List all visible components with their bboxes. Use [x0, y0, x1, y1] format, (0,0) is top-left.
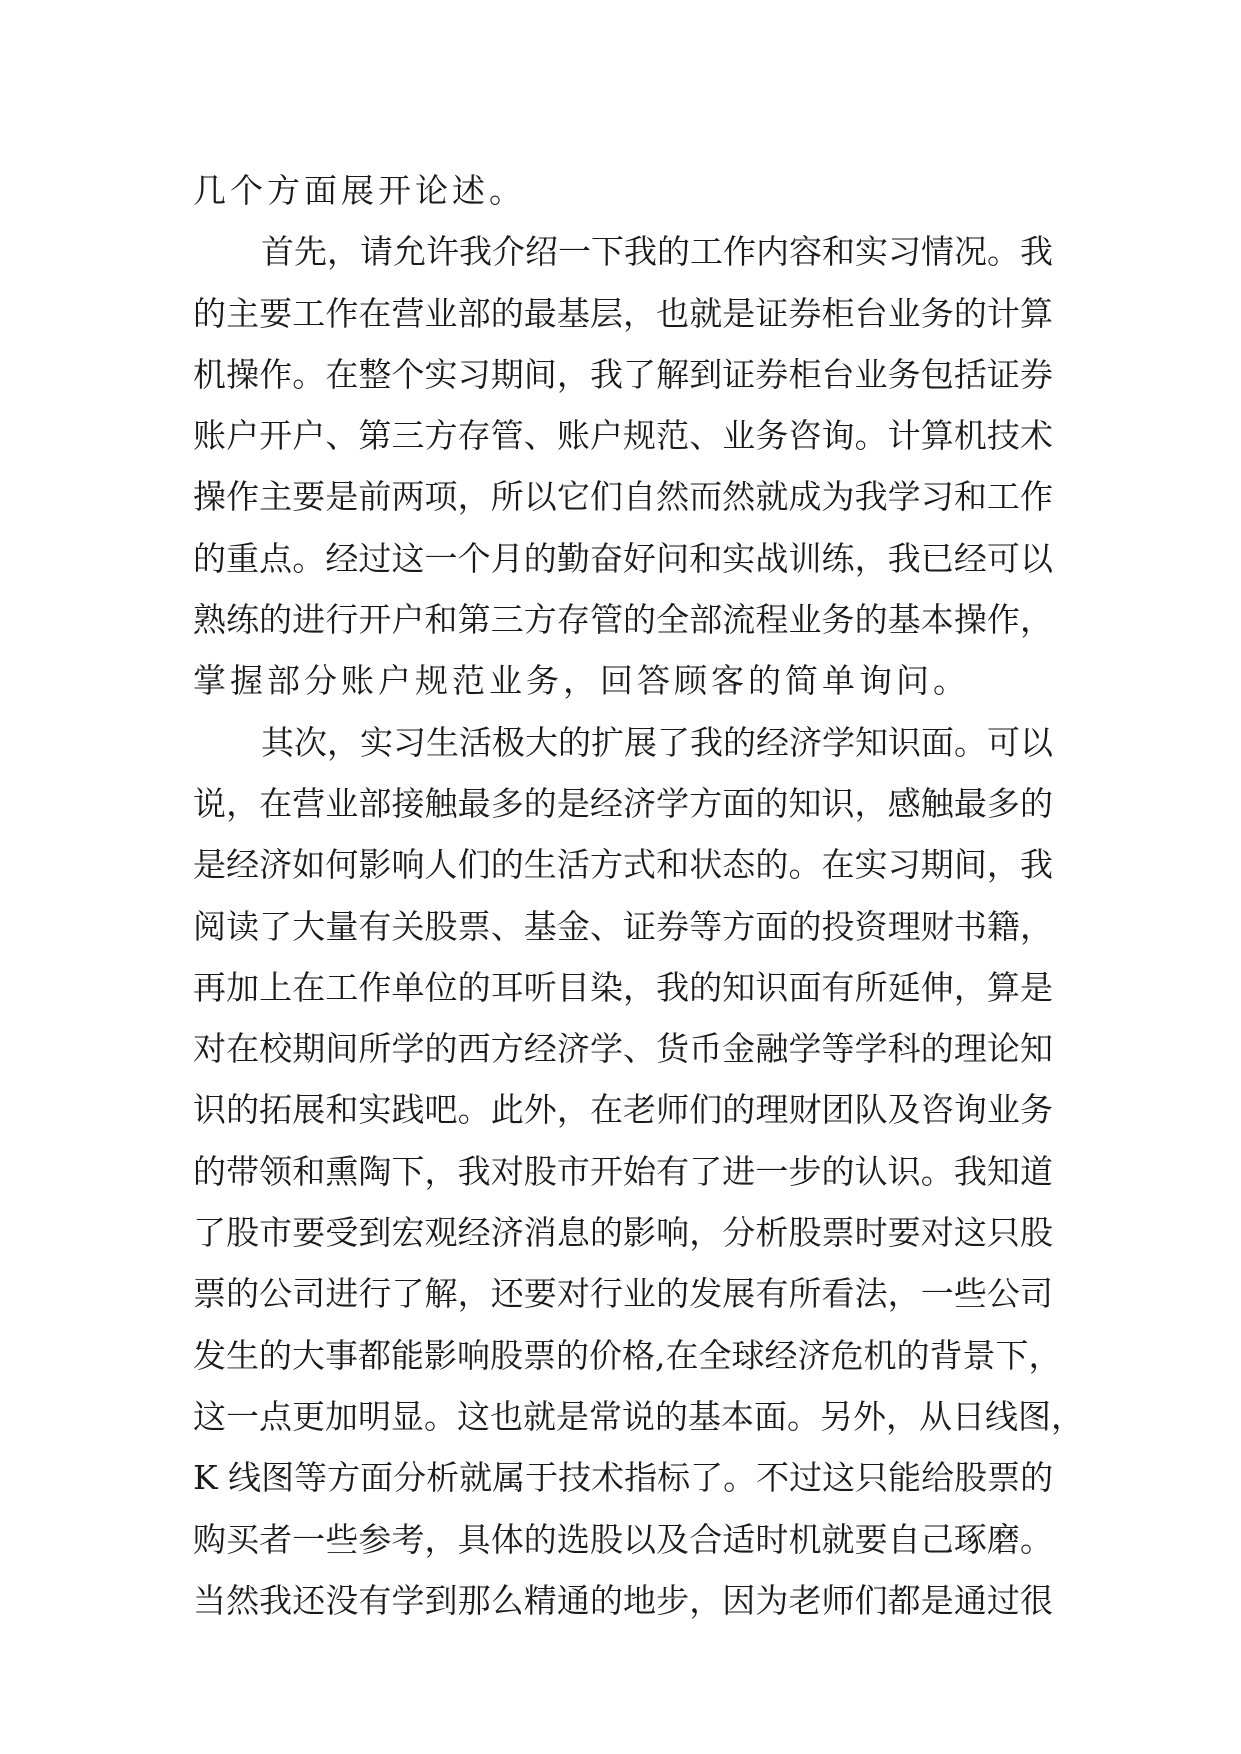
- text-line: 对在校期间所学的西方经济学、货币金融学等学科的理论知: [193, 1029, 1053, 1069]
- text-line: 熟练的进行开户和第三方存管的全部流程业务的基本操作，: [193, 600, 1053, 640]
- text-line: 这一点更加明显。这也就是常说的基本面。另外，从日线图，: [193, 1396, 1084, 1436]
- text-line: 首先，请允许我介绍一下我的工作内容和实习情况。我: [261, 232, 1053, 272]
- text-line: 的重点。经过这一个月的勤奋好问和实战训练，我已经可以: [193, 538, 1053, 578]
- text-line: 是经济如何影响人们的生活方式和状态的。在实习期间，我: [193, 845, 1053, 885]
- text-line: 掌握部分账户规范业务，回答顾客的简单询问。: [193, 661, 970, 701]
- text-line: K 线图等方面分析就属于技术指标了。不过这只能给股票的: [193, 1458, 1054, 1498]
- text-line: 几个方面展开论述。: [193, 171, 526, 210]
- text-line: 发生的大事都能影响股票的价格,在全球经济危机的背景下，: [193, 1335, 1062, 1375]
- document-body: [193, 160, 1084, 1631]
- text-line: 当然我还没有学到那么精通的地步，因为老师们都是通过很: [193, 1580, 1053, 1620]
- text-line: 阅读了大量有关股票、基金、证券等方面的投资理财书籍，: [193, 906, 1053, 946]
- text-line: 账户开户、第三方存管、账户规范、业务咨询。计算机技术: [193, 416, 1053, 456]
- text-line: 识的拓展和实践吧。此外，在老师们的理财团队及咨询业务: [193, 1090, 1053, 1130]
- text-line: 票的公司进行了解，还要对行业的发展有所看法，一些公司: [193, 1274, 1053, 1314]
- text-line: 了股市要受到宏观经济消息的影响，分析股票时要对这只股: [193, 1213, 1053, 1253]
- text-line: 购买者一些参考，具体的选股以及合适时机就要自己琢磨。: [193, 1519, 1053, 1559]
- text-line: 的带领和熏陶下，我对股市开始有了进一步的认识。我知道: [193, 1151, 1053, 1191]
- text-line: 其次，实习生活极大的扩展了我的经济学知识面。可以: [261, 722, 1053, 762]
- text-line: 再加上在工作单位的耳听目染，我的知识面有所延伸，算是: [193, 967, 1053, 1007]
- text-line: 操作主要是前两项，所以它们自然而然就成为我学习和工作: [193, 477, 1053, 517]
- text-line: 说，在营业部接触最多的是经济学方面的知识，感触最多的: [193, 783, 1053, 823]
- text-line: 机操作。在整个实习期间，我了解到证券柜台业务包括证券: [193, 354, 1053, 394]
- text-line: 的主要工作在营业部的最基层，也就是证券柜台业务的计算: [193, 293, 1053, 333]
